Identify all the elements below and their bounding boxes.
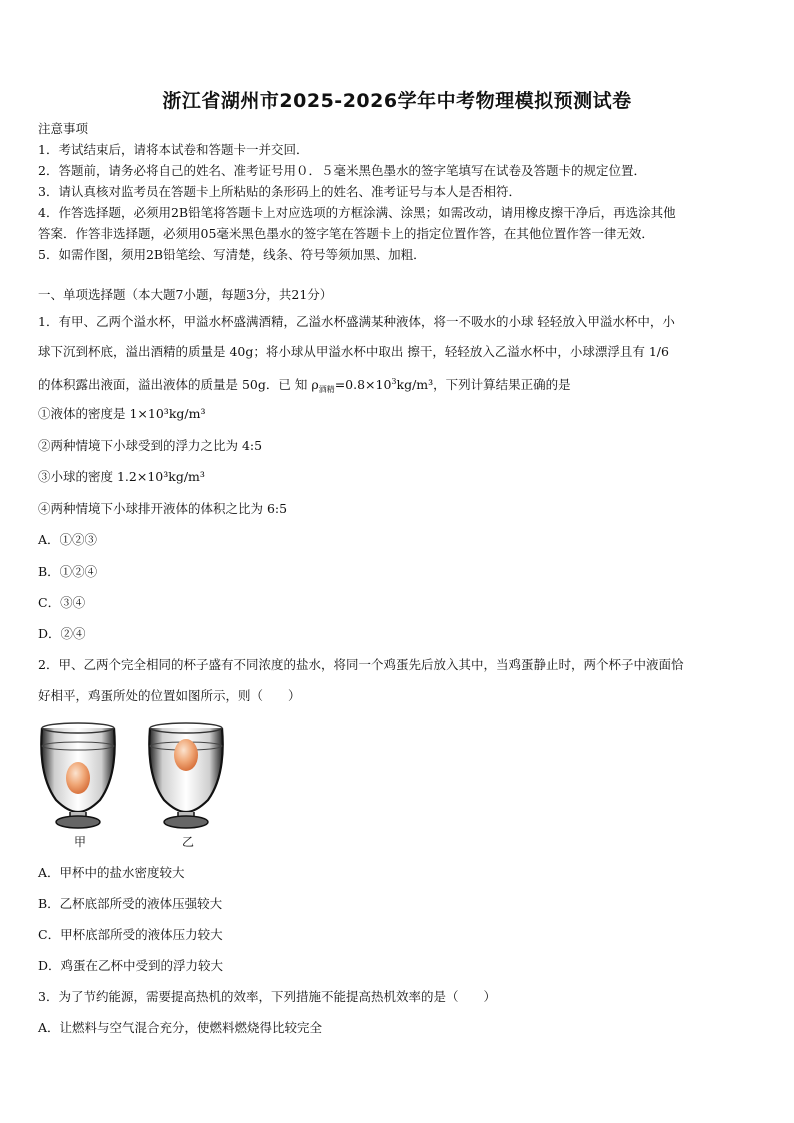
statement: ①液体的密度是 1×10³kg/m³ — [38, 406, 206, 421]
glass-jia — [41, 723, 114, 828]
question-2-text: 2．甲、乙两个完全相同的杯子盛有不同浓度的盐水，将同一个鸡蛋先后放入其中，当鸡蛋静止时，两个杯子中液面恰 — [38, 657, 684, 672]
glass-label-jia: 甲 — [74, 835, 87, 849]
option: B．①②④ — [38, 564, 98, 579]
statement: ④两种情境下小球排开液体的体积之比为 6:5 — [38, 501, 288, 516]
question-3-text: 3．为了节约能源，需要提高热机的效率，下列措施不能提高热机效率的是（ ） — [38, 989, 496, 1004]
statement: ②两种情境下小球受到的浮力之比为 4:5 — [38, 438, 263, 453]
question-2-text: 好相平，鸡蛋所处的位置如图所示，则（ ） — [38, 688, 301, 703]
option: B．乙杯底部所受的液体压强较大 — [38, 896, 223, 911]
glass-yi — [149, 723, 222, 828]
section-heading: 一、单项选择题（本大题7小题，每题3分，共21分） — [38, 287, 333, 302]
note-item: 答案．作答非选择题，必须用05毫米黑色墨水的签字笔在答题卡上的指定位置作答，在其他位置作答一律无效． — [38, 226, 654, 241]
page-title: 浙江省湖州市2025-2026学年中考物理模拟预测试卷 — [162, 90, 632, 112]
q1-text-part: =0.8×10 — [334, 377, 392, 392]
note-item: 3．请认真核对监考员在答题卡上所粘贴的条形码上的姓名、准考证号与本人是否相符． — [38, 184, 521, 199]
note-item: 2．答题前，请务必将自己的姓名、准考证号用０．５毫米黑色墨水的签字笔填写在试卷及答题卡的规定位置． — [38, 163, 646, 178]
option: D．②④ — [38, 626, 86, 641]
question-1-text: 球下沉到杯底，溢出酒精的质量是 40g；将小球从甲溢水杯中取出 擦干，轻轻放入乙溢水杯中，小球漂浮且有 1/6 — [38, 344, 669, 359]
option: D．鸡蛋在乙杯中受到的浮力较大 — [38, 958, 224, 973]
option: A．①②③ — [38, 532, 98, 547]
q1-text-part: 的体积露出液面，溢出液体的质量是 50g．已 知 ρ — [38, 377, 319, 392]
question-1-text — [38, 374, 571, 398]
egg-icon — [66, 762, 90, 794]
statement: ③小球的密度 1.2×10³kg/m³ — [38, 469, 205, 484]
note-item: 4．作答选择题，必须用2B铅笔将答题卡上对应选项的方框涂满、涂黑；如需改动，请用橡皮擦干净后，再选涂其他 — [38, 205, 676, 220]
q1-superscript: 3 — [391, 377, 397, 386]
notes-heading: 注意事项 — [38, 121, 89, 136]
q1-text-part: kg/m³，下列计算结果正确的是 — [396, 377, 571, 392]
glass-label-yi: 乙 — [182, 835, 195, 849]
option: A．甲杯中的盐水密度较大 — [38, 865, 185, 880]
option: C．③④ — [38, 595, 86, 610]
option: C．甲杯底部所受的液体压力较大 — [38, 927, 223, 942]
glasses-figure — [36, 720, 246, 850]
q1-subscript: 酒精 — [318, 385, 335, 394]
note-item: 5．如需作图，须用2B铅笔绘、写清楚，线条、符号等须加黑、加粗． — [38, 247, 426, 262]
note-item: 1．考试结束后，请将本试卷和答题卡一并交回． — [38, 142, 309, 157]
egg-icon — [174, 739, 198, 771]
glasses-illustration — [36, 720, 246, 832]
option: A．让燃料与空气混合充分，使燃料燃烧得比较完全 — [38, 1020, 323, 1035]
question-1-text: 1．有甲、乙两个溢水杯，甲溢水杯盛满酒精，乙溢水杯盛满某种液体，将一不吸水的小球 轻轻放入甲溢水杯中，小 — [38, 314, 675, 329]
